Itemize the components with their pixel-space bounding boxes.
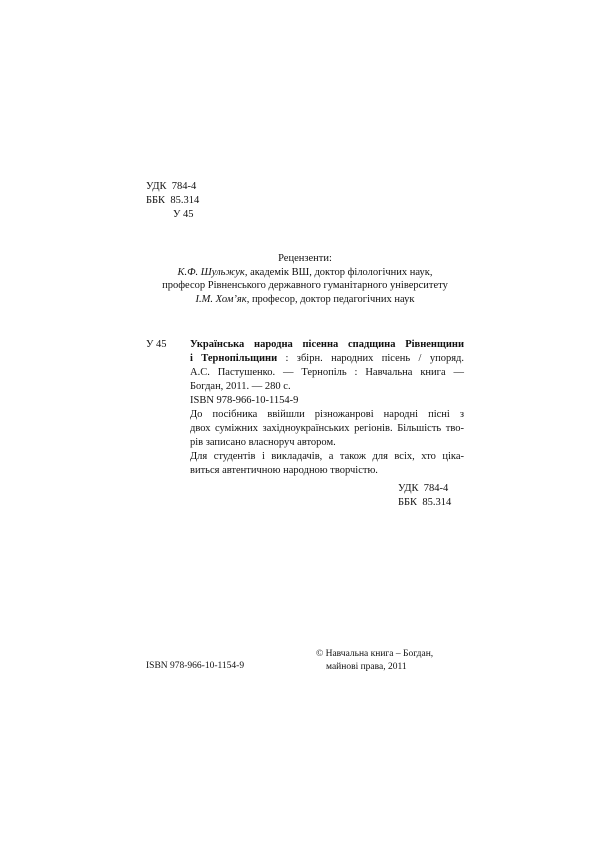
annotation-p1-line-2: двох суміжних західноукраїнських регіонів. Більшість тво- (190, 423, 464, 434)
record-title-bold: і Тернопільщини (190, 353, 278, 364)
footer-isbn: ISBN 978-966-10-1154-9 (146, 661, 245, 671)
reviewer-2 (140, 293, 470, 307)
annotation (190, 408, 464, 478)
record-line-3: А.С. Пастушенко. — Тернопіль : Навчальна книга — (190, 367, 464, 378)
reviewers-block (140, 252, 470, 306)
bottom-bbk-value: 85.314 (422, 497, 452, 508)
reviewer-2-details: , професор, доктор педагогічних наук (246, 293, 415, 305)
bottom-udk-label: УДК (398, 483, 419, 494)
udk-value: 784-4 (171, 181, 197, 192)
annotation-p2-line-1: Для студентів і викладачів, а також для всіх, хто ціка- (190, 451, 464, 462)
copyright-block (316, 648, 456, 674)
record-title-line-2 (190, 352, 464, 366)
bbk-line (146, 194, 199, 208)
reviewers-heading: Рецензенти: (278, 253, 332, 264)
bbk-label: ББК (146, 195, 166, 206)
reviewer-2-name: І.М. Хом’як (195, 293, 247, 305)
udk-label: УДК (146, 181, 167, 192)
isbn-line: ISBN 978-966-10-1154-9 (190, 395, 299, 406)
author-mark: У 45 (173, 209, 194, 220)
bbk-value: 85.314 (170, 195, 200, 206)
record-title-line-1: Українська народна пісенна спадщина Рівненщини (190, 339, 464, 350)
bibliographic-description (190, 338, 464, 394)
record-subtitle: : збірн. народних пісень / упоряд. (277, 353, 464, 364)
udk-line (146, 180, 196, 194)
reviewer-1-affiliation: професор Рівненського державного гуманітарного університету (162, 280, 448, 291)
annotation-p1-line-3: рів записано власноруч автором. (190, 437, 336, 448)
copyright-line-1: © Навчальна книга – Богдан, (316, 649, 434, 659)
copyright-line-2: майнові права, 2011 (326, 662, 407, 672)
reviewer-1-details: , академік ВШ, доктор філологічних наук, (244, 266, 433, 278)
reviewer-1 (140, 266, 470, 280)
bottom-bbk-label: ББК (398, 497, 418, 508)
bottom-udk-line (398, 482, 448, 496)
bottom-udk-value: 784-4 (423, 483, 449, 494)
annotation-p2-line-2: виться автентичною народною творчістю. (190, 465, 378, 476)
bottom-bbk-line (398, 496, 451, 510)
record-line-4: Богдан, 2011. — 280 с. (190, 381, 291, 392)
annotation-p1-line-1: До посібника ввійшли різножанрові народні пісні з (190, 409, 464, 420)
record-author-mark: У 45 (146, 339, 167, 350)
reviewer-1-name: К.Ф. Шульжук (177, 266, 245, 278)
